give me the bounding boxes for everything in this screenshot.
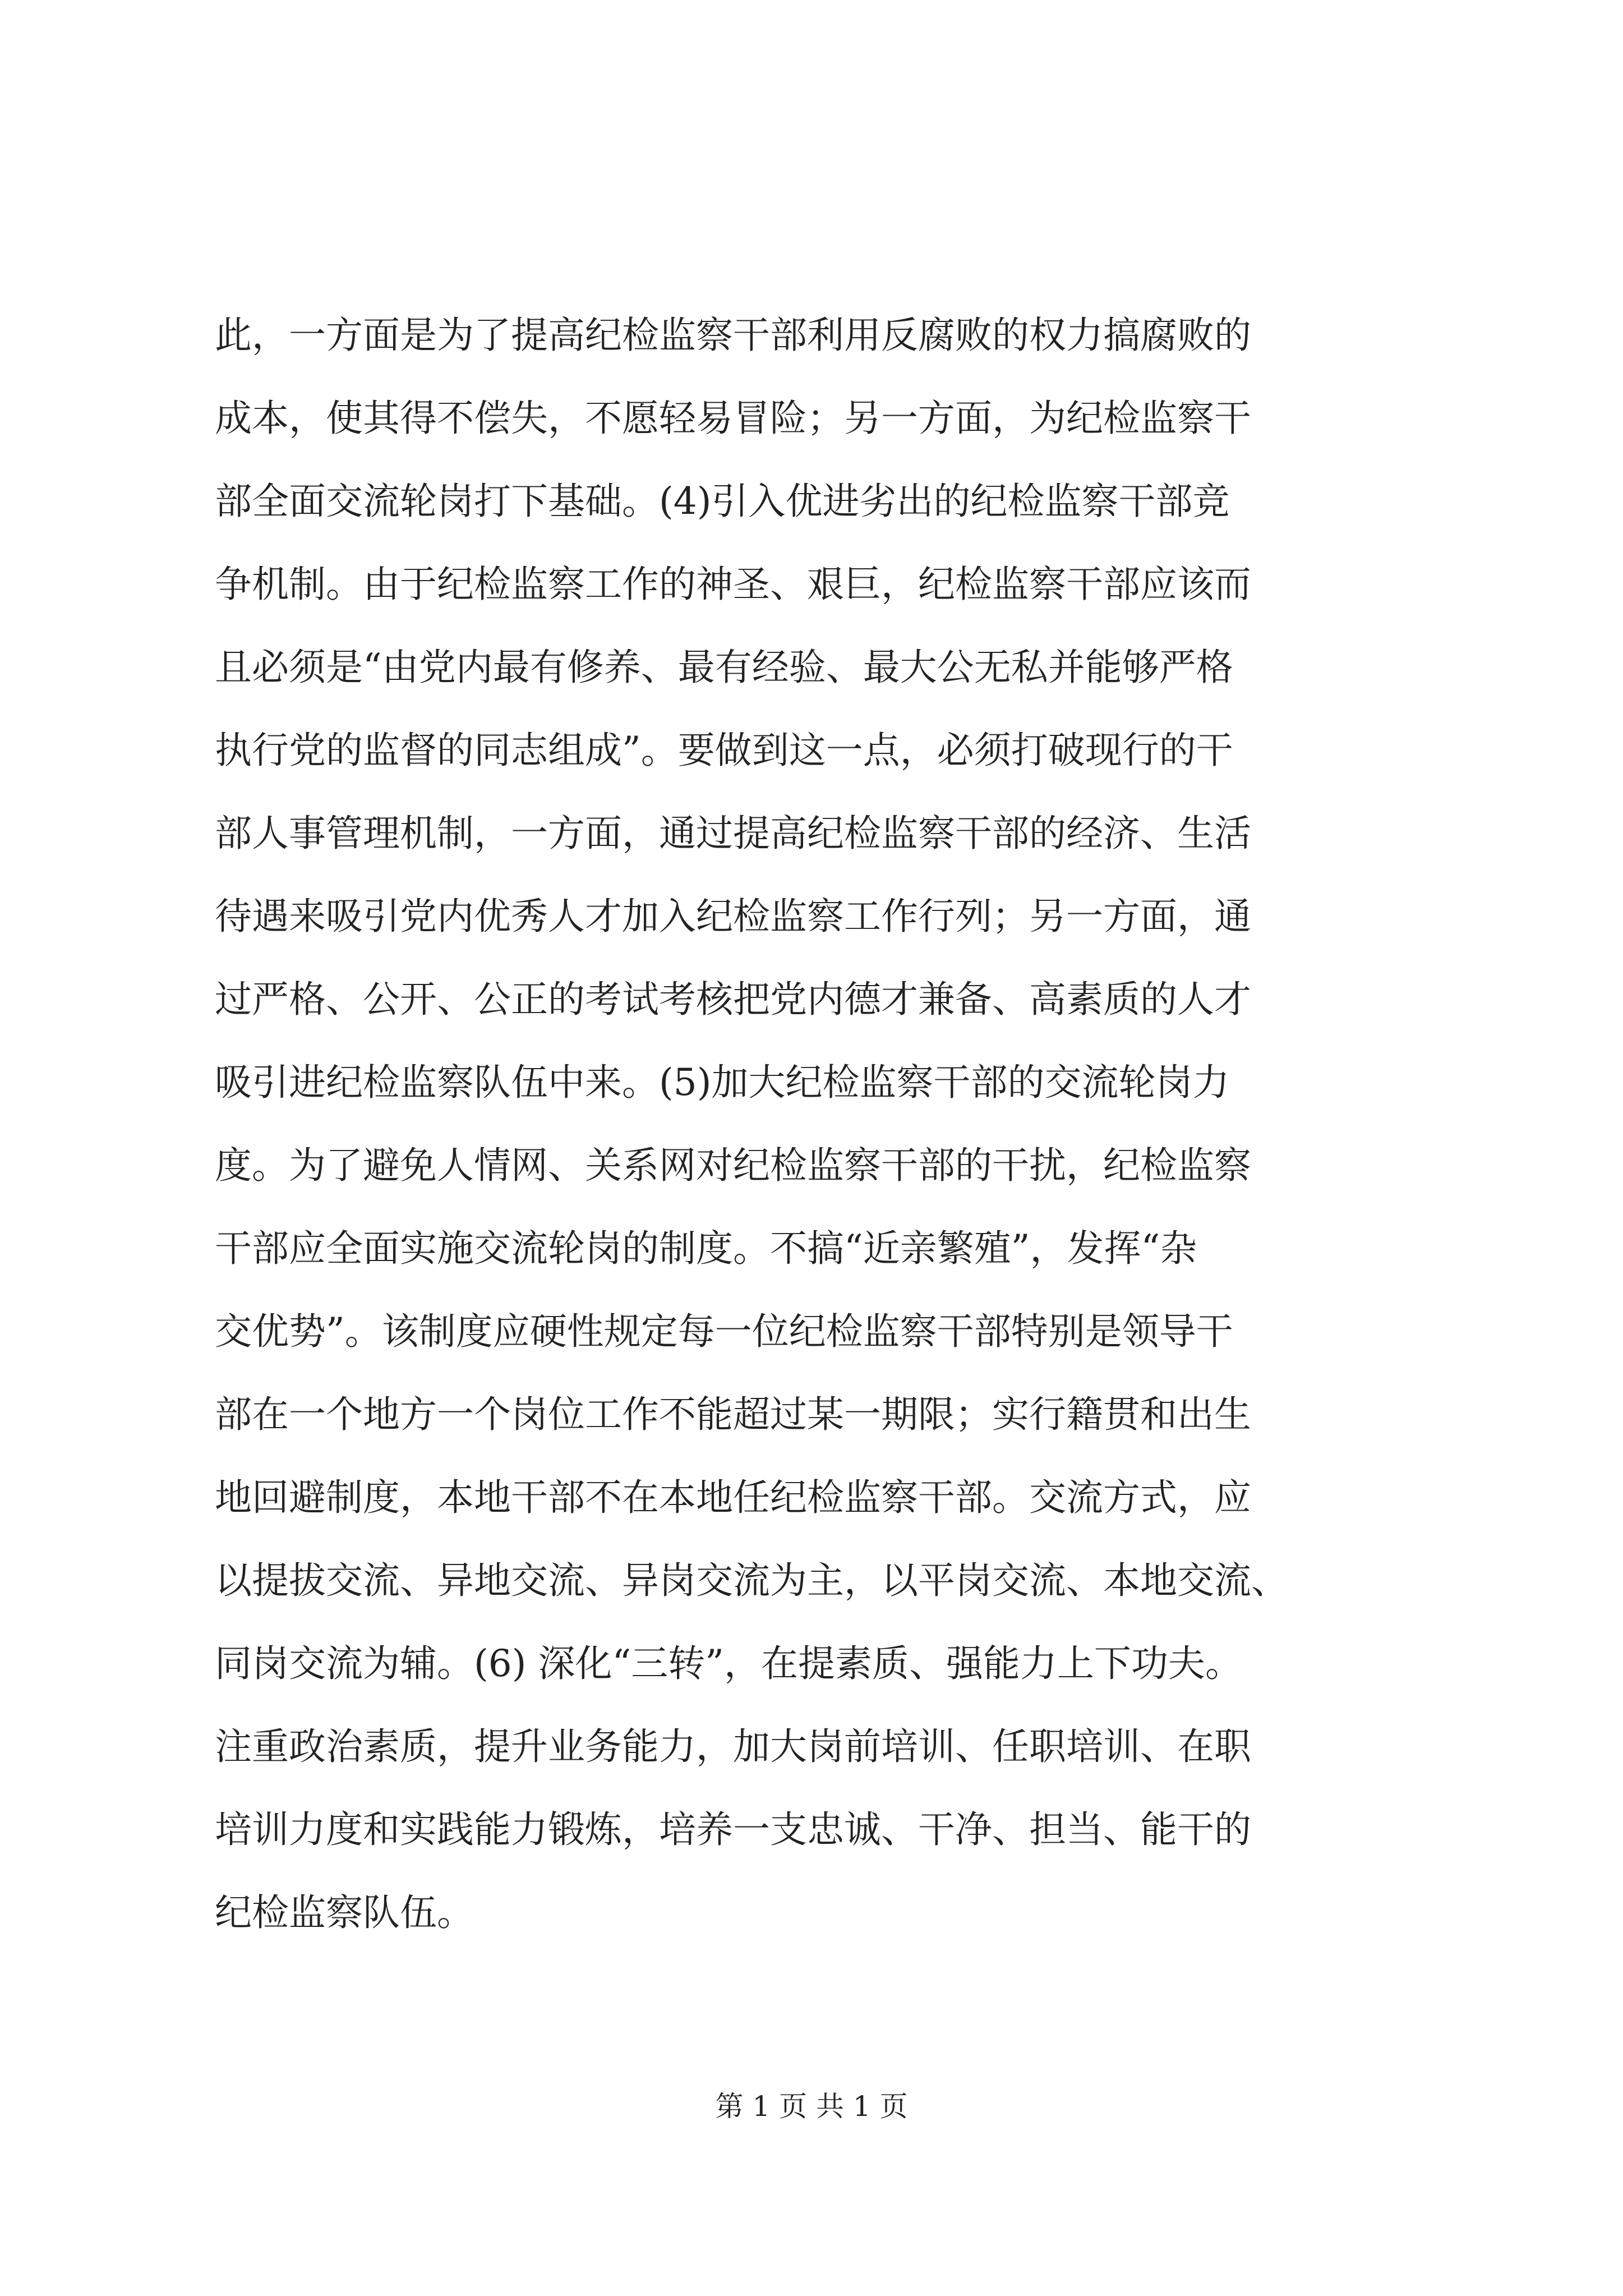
text-line: 干部应全面实施交流轮岗的制度。不搞“近亲繁殖”，发挥“杂 (215, 1227, 1197, 1270)
text-line: 部人事管理机制，一方面，通过提高纪检监察干部的经济、生活 (215, 812, 1251, 855)
text-line: 部全面交流轮岗打下基础。(4)引入优进劣出的纪检监察干部竞 (215, 480, 1230, 523)
text-line: 度。为了避免人情网、关系网对纪检监察干部的干扰，纪检监察 (215, 1144, 1251, 1187)
page-number: 第 1 页 共 1 页 (715, 2090, 908, 2123)
text-line: 注重政治素质，提升业务能力，加大岗前培训、任职培训、在职 (215, 1725, 1251, 1768)
text-line: 同岗交流为辅。(6) 深化“三转”，在提素质、强能力上下功夫。 (215, 1642, 1242, 1685)
text-line: 部在一个地方一个岗位工作不能超过某一期限；实行籍贯和出生 (215, 1393, 1251, 1436)
text-line: 过严格、公开、公正的考试考核把党内德才兼备、高素质的人才 (215, 978, 1251, 1021)
page-footer (0, 2087, 1623, 2126)
text-line: 执行党的监督的同志组成”。要做到这一点，必须打破现行的干 (215, 729, 1233, 772)
text-line: 交优势”。该制度应硬性规定每一位纪检监察干部特别是领导干 (215, 1310, 1233, 1353)
text-line: 地回避制度，本地干部不在本地任纪检监察干部。交流方式，应 (215, 1476, 1251, 1519)
text-line: 培训力度和实践能力锻炼，培养一支忠诚、干净、担当、能干的 (215, 1808, 1251, 1851)
text-line: 待遇来吸引党内优秀人才加入纪检监察工作行列；另一方面，通 (215, 895, 1251, 938)
text-line: 争机制。由于纪检监察工作的神圣、艰巨，纪检监察干部应该而 (215, 563, 1251, 606)
text-line: 以提拔交流、异地交流、异岗交流为主，以平岗交流、本地交流、 (215, 1559, 1288, 1602)
text-line: 纪检监察队伍。 (215, 1891, 474, 1934)
text-line: 此，一方面是为了提高纪检监察干部利用反腐败的权力搞腐败的 (215, 314, 1251, 357)
body-paragraph (215, 302, 1415, 1962)
text-line: 且必须是“由党内最有修养、最有经验、最大公无私并能够严格 (215, 646, 1233, 689)
text-line: 成本，使其得不偿失，不愿轻易冒险；另一方面，为纪检监察干 (215, 397, 1251, 440)
text-line: 吸引进纪检监察队伍中来。(5)加大纪检监察干部的交流轮岗力 (215, 1061, 1230, 1104)
